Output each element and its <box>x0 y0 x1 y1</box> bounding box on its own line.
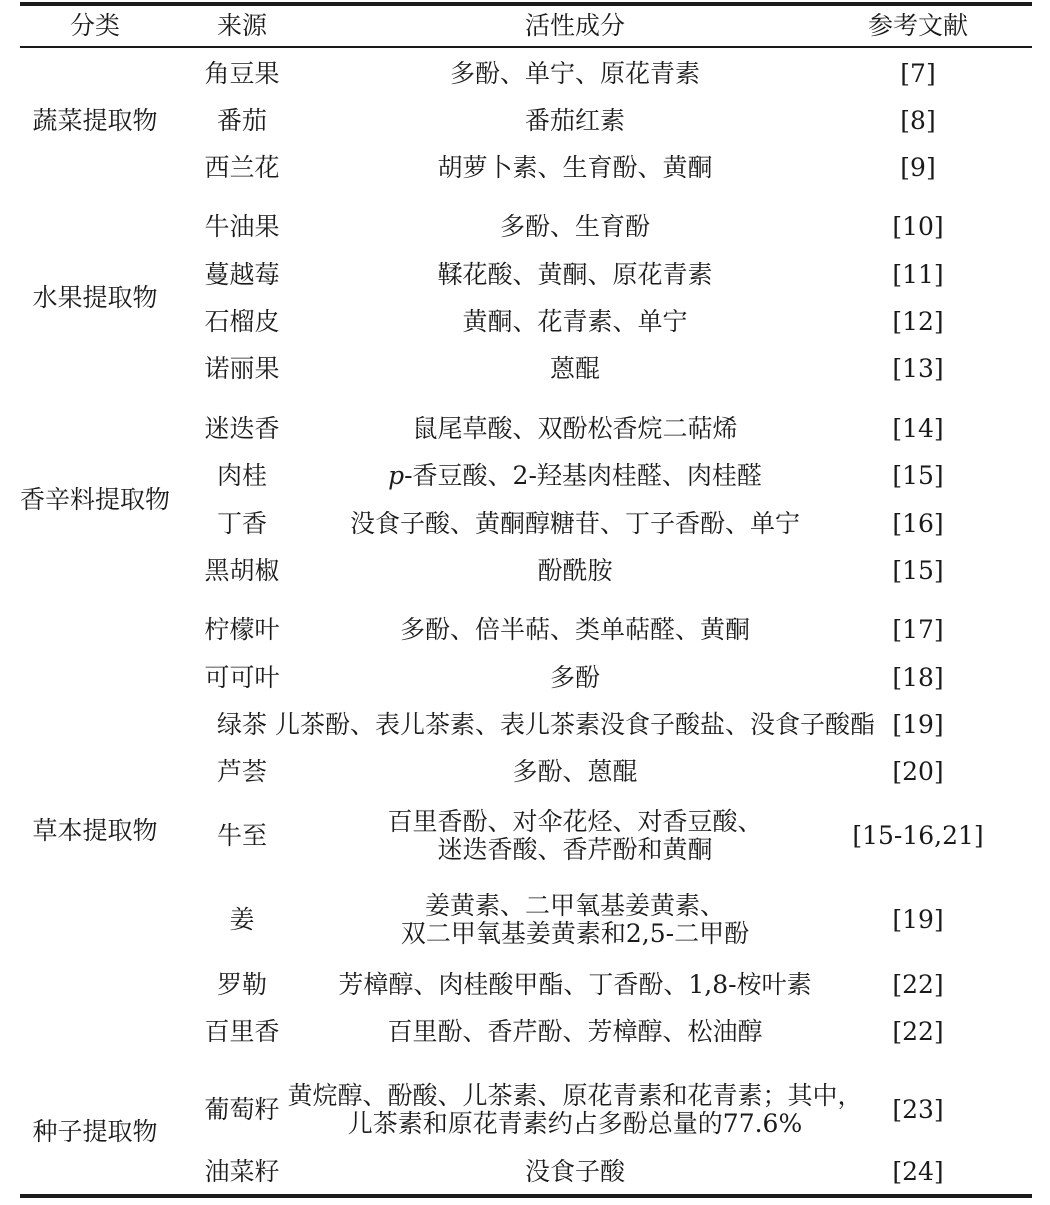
table-row-source: 芦荟 <box>216 757 268 786</box>
table-row-component <box>388 462 762 490</box>
component-line-2: 儿茶素和原花青素约占多酚总量的77.6% <box>347 1109 803 1138</box>
table-row-source: 绿茶 <box>216 710 268 739</box>
table-row-ref: [7] <box>900 59 936 88</box>
table-row-source: 牛至 <box>216 821 268 850</box>
table-row-component: 多酚、蒽醌 <box>512 757 638 786</box>
header-reference: 参考文献 <box>867 11 969 40</box>
table-row-ref: [18] <box>892 663 944 692</box>
component-line-1: 百里香酚、对伞花烃、对香豆酸、 <box>387 807 763 836</box>
table-row-source: 柠檬叶 <box>204 615 280 644</box>
table-row-component: 多酚 <box>549 663 601 692</box>
table-row-ref: [22] <box>892 1017 944 1046</box>
table-row-ref: [15] <box>892 556 944 585</box>
table-row-source: 丁香 <box>216 509 268 538</box>
table-row-component: 多酚、单宁、原花青素 <box>449 59 701 88</box>
table-row-ref: [17] <box>892 615 944 644</box>
table-row-ref: [14] <box>892 414 944 443</box>
table-row-source: 石榴皮 <box>204 307 280 336</box>
table-row-source: 油菜籽 <box>204 1157 280 1186</box>
italic-prefix: p <box>388 461 405 490</box>
table-row-ref: [23] <box>892 1095 944 1124</box>
table-row-source: 番茄 <box>216 106 268 135</box>
category-fruit: 水果提取物 <box>32 283 158 312</box>
table-row-component: 芳樟醇、肉桂酸甲酯、丁香酚、1,8-桉叶素 <box>338 970 812 999</box>
table-row-ref: [20] <box>892 757 944 786</box>
table-row-ref: [8] <box>900 106 936 135</box>
table-row-source: 迷迭香 <box>204 414 280 443</box>
table-row-component: 没食子酸、黄酮醇糖苷、丁子香酚、单宁 <box>349 509 801 538</box>
table-row-component: 番茄红素 <box>524 106 626 135</box>
table-row-component: 蒽醌 <box>549 354 601 383</box>
table-row-ref: [16] <box>892 509 944 538</box>
table-row-source: 百里香 <box>204 1017 280 1046</box>
table-row-ref: [19] <box>892 905 944 934</box>
table-row-source: 诺丽果 <box>204 354 280 383</box>
table-row-component <box>401 892 749 948</box>
table-row-ref: [15] <box>892 461 944 490</box>
table-row-component: 没食子酸 <box>524 1157 626 1186</box>
table-row-source: 蔓越莓 <box>204 260 280 289</box>
category-vegetable: 蔬菜提取物 <box>32 106 158 135</box>
table-row-source: 黑胡椒 <box>204 556 280 585</box>
table-row-component: 多酚、生育酚 <box>499 212 651 241</box>
table-row-source: 角豆果 <box>204 59 280 88</box>
component-line-1: 黄烷醇、酚酸、儿茶素、原花青素和花青素；其中， <box>287 1081 863 1110</box>
table-row-component: 鞣花酸、黄酮、原花青素 <box>437 260 713 289</box>
table-row-component <box>387 808 762 864</box>
table-row-component: 胡萝卜素、生育酚、黄酮 <box>437 153 713 182</box>
table-row-ref: [22] <box>892 970 944 999</box>
table-row-source: 罗勒 <box>216 970 268 999</box>
table-row-component: 黄酮、花青素、单宁 <box>462 307 688 336</box>
table-row-source: 葡萄籽 <box>204 1095 280 1124</box>
table-row-source: 可可叶 <box>204 663 280 692</box>
component-line-2: 迷迭香酸、香芹酚和黄酮 <box>437 835 713 864</box>
table-row-source: 肉桂 <box>216 461 268 490</box>
table-row-component <box>287 1082 862 1138</box>
table-row-ref: [24] <box>892 1157 944 1186</box>
top-rule <box>20 2 1032 6</box>
bottom-rule <box>20 1194 1032 1198</box>
header-component: 活性成分 <box>524 11 626 40</box>
table-row-component: 百里酚、香芹酚、芳樟醇、松油醇 <box>387 1017 763 1046</box>
table-row-component: 鼠尾草酸、双酚松香烷二萜烯 <box>412 414 738 443</box>
table-row-component: 多酚、倍半萜、类单萜醛、黄酮 <box>399 615 751 644</box>
table-row-ref: [10] <box>892 212 944 241</box>
category-spice: 香辛料提取物 <box>19 485 171 514</box>
table-row-source: 牛油果 <box>204 212 280 241</box>
header-rule <box>20 46 1032 48</box>
table-row-ref: [19] <box>892 710 944 739</box>
component-line-1: 姜黄素、二甲氧基姜黄素、 <box>424 891 725 920</box>
table-row-ref: [12] <box>892 307 944 336</box>
table-row-source: 西兰花 <box>204 153 280 182</box>
table-row-ref: [9] <box>900 153 936 182</box>
component-text: -香豆酸、2-羟基肉桂醛、肉桂醛 <box>404 461 762 490</box>
table-row-ref: [15-16,21] <box>852 821 984 850</box>
header-source: 来源 <box>216 11 268 40</box>
category-seed: 种子提取物 <box>32 1117 158 1146</box>
table-row-ref: [13] <box>892 354 944 383</box>
table-row-ref: [11] <box>892 260 944 289</box>
component-line-2: 双二甲氧基姜黄素和2,5-二甲酚 <box>400 919 750 948</box>
table-row-source: 姜 <box>229 905 255 934</box>
category-herb: 草本提取物 <box>32 816 158 845</box>
table-row-component: 酚酰胺 <box>537 556 613 585</box>
table-row-component: 儿茶酚、表儿茶素、表儿茶素没食子酸盐、没食子酸酯 <box>274 710 876 739</box>
header-category: 分类 <box>69 11 121 40</box>
